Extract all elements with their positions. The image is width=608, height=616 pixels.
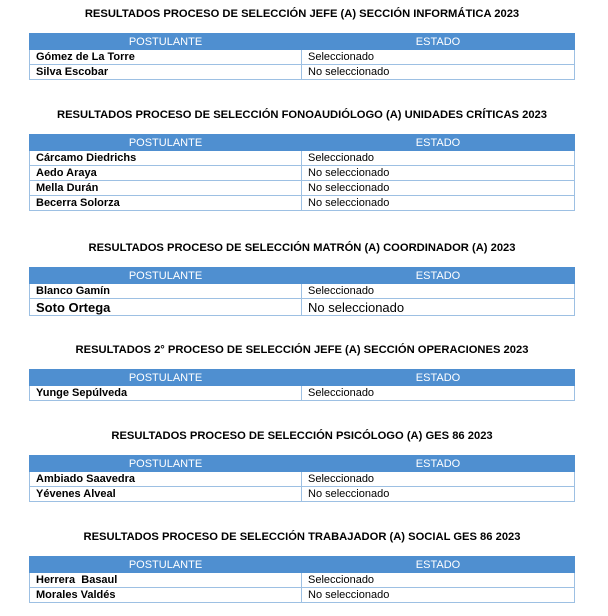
column-header-applicant: POSTULANTE [30,370,302,386]
results-table [29,369,575,401]
table-row [30,196,575,211]
applicant-name: Yévenes Alveal [30,487,302,502]
column-header-status: ESTADO [302,456,575,472]
table-row [30,588,575,603]
table-header-row [30,135,575,151]
applicant-status: No seleccionado [302,196,575,211]
column-header-applicant: POSTULANTE [30,557,302,573]
table-row [30,151,575,166]
table-header-row [30,34,575,50]
applicant-name: Yunge Sepúlveda [30,386,302,401]
applicant-status: Seleccionado [302,151,575,166]
applicant-status: Seleccionado [302,50,575,65]
section-title: RESULTADOS PROCESO DE SELECCIÓN JEFE (A) SECCIÓN INFORMÁTICA 2023 [84,8,520,20]
applicant-status: No seleccionado [302,588,575,603]
applicant-status: No seleccionado [302,487,575,502]
table-row [30,181,575,196]
section-title: RESULTADOS PROCESO DE SELECCIÓN FONOAUDIÓLOGO (A) UNIDADES CRÍTICAS 2023 [56,109,547,121]
section-title: RESULTADOS PROCESO DE SELECCIÓN MATRÓN (A) COORDINADOR (A) 2023 [88,242,516,254]
applicant-name: Mella Durán [30,181,302,196]
applicant-status: No seleccionado [302,166,575,181]
applicant-name: Silva Escobar [30,65,302,80]
table-row [30,386,575,401]
applicant-status: No seleccionado [302,181,575,196]
applicant-name: Ambiado Saavedra [30,472,302,487]
applicant-status: Seleccionado [302,573,575,588]
applicant-status: Seleccionado [302,472,575,487]
column-header-status: ESTADO [302,370,575,386]
applicant-name: Blanco Gamín [30,284,302,299]
table-row [30,487,575,502]
applicant-name: Herrera Basaul [30,573,302,588]
applicant-name: Soto Ortega [30,299,302,316]
table-row [30,50,575,65]
results-table [29,455,575,502]
results-table [29,556,575,603]
table-header-row [30,268,575,284]
column-header-status: ESTADO [302,135,575,151]
table-row [30,573,575,588]
section-title: RESULTADOS PROCESO DE SELECCIÓN PSICÓLOGO (A) GES 86 2023 [111,430,493,442]
applicant-name: Morales Valdés [30,588,302,603]
section-title: RESULTADOS PROCESO DE SELECCIÓN TRABAJADOR (A) SOCIAL GES 86 2023 [83,531,521,543]
applicant-name: Cárcamo Diedrichs [30,151,302,166]
table-header-row [30,557,575,573]
applicant-name: Gómez de La Torre [30,50,302,65]
column-header-status: ESTADO [302,557,575,573]
column-header-applicant: POSTULANTE [30,135,302,151]
section-title: RESULTADOS 2° PROCESO DE SELECCIÓN JEFE (A) SECCIÓN OPERACIONES 2023 [75,344,529,356]
results-table [29,134,575,211]
column-header-applicant: POSTULANTE [30,456,302,472]
applicant-name: Becerra Solorza [30,196,302,211]
column-header-status: ESTADO [302,268,575,284]
results-table [29,33,575,80]
applicant-status: Seleccionado [302,284,575,299]
table-header-row [30,456,575,472]
column-header-applicant: POSTULANTE [30,34,302,50]
applicant-status: Seleccionado [302,386,575,401]
table-row [30,299,575,316]
column-header-applicant: POSTULANTE [30,268,302,284]
applicant-name: Aedo Araya [30,166,302,181]
table-header-row [30,370,575,386]
table-row [30,284,575,299]
applicant-status: No seleccionado [302,65,575,80]
table-row [30,65,575,80]
table-row [30,472,575,487]
applicant-status: No seleccionado [302,299,575,316]
column-header-status: ESTADO [302,34,575,50]
results-table [29,267,575,316]
table-row [30,166,575,181]
